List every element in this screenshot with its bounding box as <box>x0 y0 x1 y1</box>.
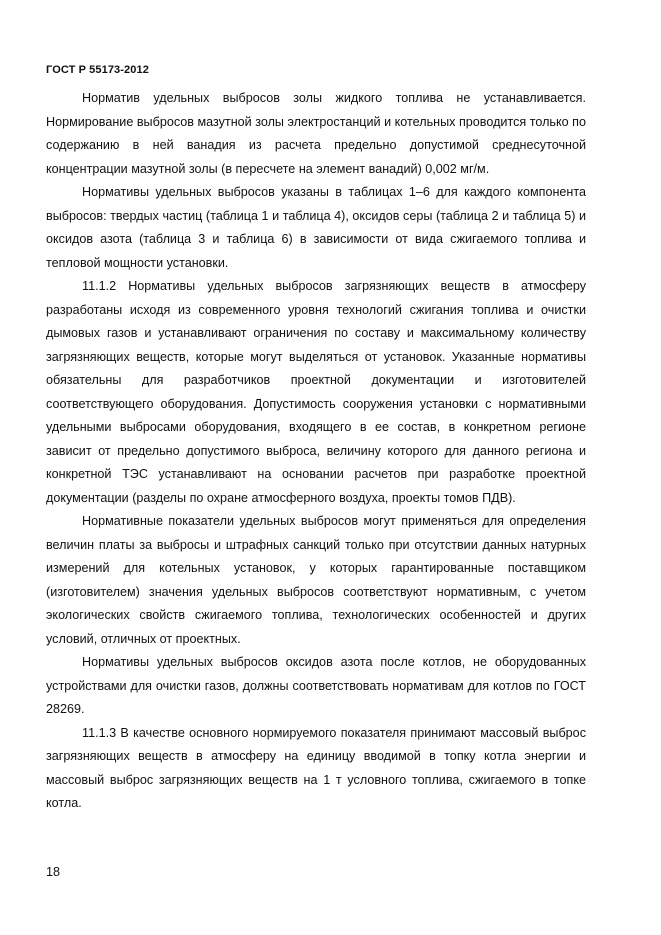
document-header: ГОСТ Р 55173-2012 <box>46 64 149 76</box>
paragraph-ash-norm: Норматив удельных выбросов золы жидкого топлива не устанавливается. Нормирование выбросов мазутной золы электростанций и котельных проводится только по содержанию в ней ванадия из расчета предельно допустимой среднесуточной концентрации мазутной золы (в пересчете на элемент ванадий) 0,002 мг/м. <box>46 91 586 176</box>
paragraph-tables-reference: Нормативы удельных выбросов указаны в таблицах 1–6 для каждого компонента выбросов: твердых частиц (таблица 1 и таблица 4), оксидов серы (таблица 2 и таблица 5) и оксидов азота (таблица 3 и таблица 6) в зависимости от вида сжигаемого топлива и тепловой мощности установки. <box>46 185 586 270</box>
paragraph-section-11-1-3: 11.1.3 В качестве основного нормируемого показателя принимают массовый выброс загрязняющих веществ в атмосферу на единицу вводимой в топку котла энергии и массовый выброс загрязняющих веществ на 1 т условного топлива, сжигаемого в топке котла. <box>46 725 586 810</box>
paragraph-norm-indicators-usage: Нормативные показатели удельных выбросов могут применяться для определения величин платы за выбросы и штрафных санкций только при отсутствии данных натурных измерений для котельных установок, у которых гарантированные поставщиком (изготовителем) значения удельных выбросов соответствуют нормативным, с учетом экологических свойств сжигаемого топлива, технологических особенностей и других условий, отличных от проектных. <box>46 514 586 646</box>
paragraph-nitrogen-oxides: Нормативы удельных выбросов оксидов азота после котлов, не оборудованных устройствами для очистки газов, должны соответствовать нормативам для котлов по ГОСТ 28269. <box>46 655 586 716</box>
page-number: 18 <box>46 865 61 879</box>
document-body <box>46 87 586 816</box>
paragraph-section-11-1-2: 11.1.2 Нормативы удельных выбросов загрязняющих веществ в атмосферу разработаны исходя из современного уровня технологий сжигания топлива и очистки дымовых газов и устанавливают ограничения по составу и максимальному количеству загрязняющих веществ, которые могут выделяться от установок. Указанные нормативы обязательны для разработчиков проектной документации и изготовителей соответствующего оборудования. Допустимость сооружения установки с нормативными удельными выбросами оборудования, входящего в ее состав, в конкретном регионе зависит от предельно допустимого выброса, величину которого для данного региона и конкретной ТЭС устанавливают на основании расчетов при разработке проектной документации (разделы по охране атмосферного воздуха, проекты томов ПДВ). <box>46 279 586 505</box>
